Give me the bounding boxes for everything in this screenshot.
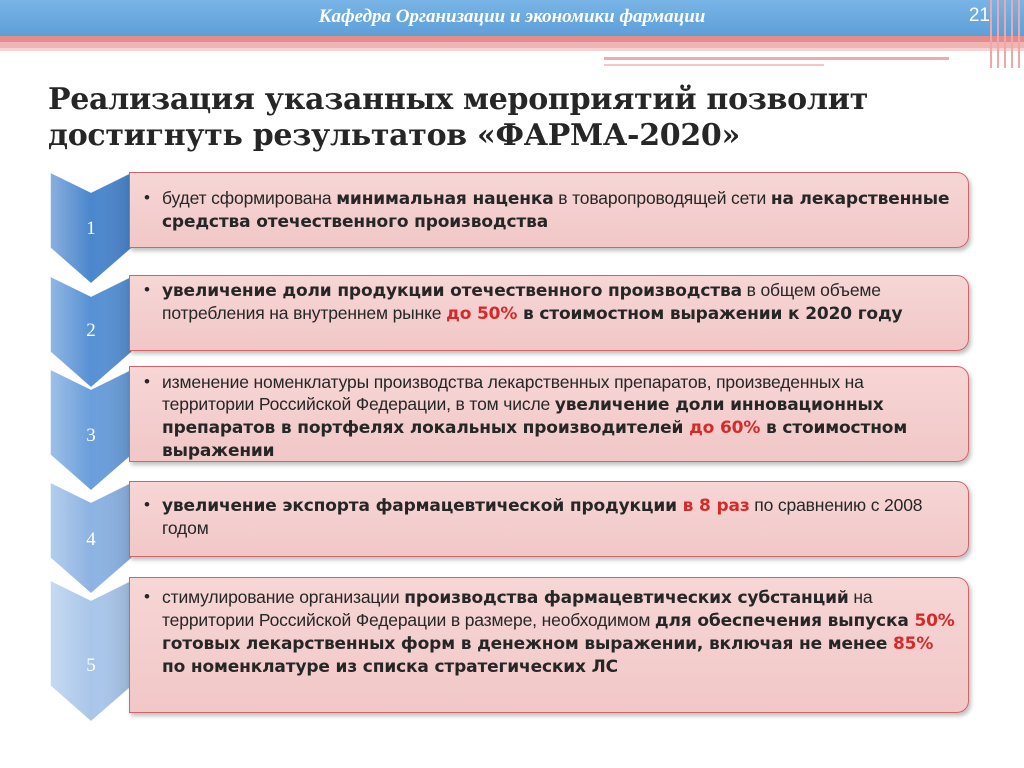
step-box-1 <box>129 172 969 248</box>
emphasis-segment: увеличение экспорта фармацевтической продукции <box>162 496 683 516</box>
step-text <box>144 494 960 539</box>
step-box-2 <box>129 275 969 351</box>
emphasis-segment: минимальная наценка <box>336 189 554 209</box>
step-number: 5 <box>86 655 96 676</box>
header-vertical-line <box>997 0 999 68</box>
bullet-icon: • <box>144 188 150 207</box>
text-segment: изменение номенклатуры производства лекарственных препаратов, произведенных на территории Российской Федерации, в том числе <box>162 372 864 414</box>
bullet-icon: • <box>144 280 150 299</box>
emphasis-segment: в стоимостном выражении <box>162 418 908 461</box>
highlight-value: до 60% <box>689 418 761 438</box>
header-stripe <box>0 48 1024 51</box>
bullet-icon: • <box>144 495 150 514</box>
header-vertical-line <box>1018 0 1020 68</box>
chevron-shape <box>48 578 136 724</box>
emphasis-segment: в стоимостном выражении к 2020 году <box>517 304 903 324</box>
step-number: 3 <box>86 425 96 446</box>
header-stripe <box>604 64 824 66</box>
emphasis-segment: увеличение доли инновационных препаратов в портфелях локальных производителей <box>162 395 884 438</box>
emphasis-segment: для обеспечения выпуска <box>654 611 915 631</box>
step-number: 4 <box>86 529 96 550</box>
step-number: 2 <box>86 320 96 341</box>
step-text <box>144 586 960 678</box>
highlight-value: 85% <box>893 634 934 654</box>
step-box-5 <box>129 577 969 713</box>
step-chevron <box>48 170 136 286</box>
step-text <box>144 371 960 462</box>
step-number: 1 <box>86 218 96 239</box>
step-text <box>144 187 960 233</box>
emphasis-segment: на лекарственные средства отечественного производства <box>162 189 950 232</box>
header-vertical-line <box>1004 0 1006 68</box>
text-segment: стимулирование организации <box>162 587 405 607</box>
highlight-value: до 50% <box>446 304 518 324</box>
text-segment: на территории Российской Федерации в размере, необходимом <box>162 587 873 630</box>
highlight-value: 50% <box>914 611 955 631</box>
text-segment: в общем объеме потребления на внутреннем рынке <box>162 280 881 323</box>
emphasis-segment: производства фармацевтических субстанций <box>404 588 849 608</box>
emphasis-segment: увеличение доли продукции отечественного производства <box>162 281 742 301</box>
bullet-icon: • <box>144 587 150 606</box>
text-segment: будет сформирована <box>162 188 337 208</box>
emphasis-segment: по номенклатуре из списка стратегических ЛС <box>162 657 618 677</box>
text-segment: в товаропроводящей сети <box>553 188 771 208</box>
step-text <box>144 279 960 325</box>
slide-heading: Реализация указанных мероприятий позволит достигнуть результатов «ФАРМА-2020» <box>48 82 868 153</box>
highlight-value: в 8 раз <box>682 496 750 516</box>
emphasis-segment: готовых лекарственных форм в денежном выражении, включая не менее <box>162 634 893 654</box>
header-stripe <box>604 57 949 60</box>
bullet-icon: • <box>144 372 150 391</box>
slide-number: 21 <box>968 5 990 26</box>
header-vertical-line <box>1011 0 1013 68</box>
header-vertical-line <box>990 0 992 68</box>
text-segment: по сравнению с 2008 годом <box>162 495 923 538</box>
step-chevron <box>48 367 136 493</box>
department-title: Кафедра Организации и экономики фармации <box>318 6 706 27</box>
step-chevron <box>48 578 136 724</box>
step-box-4 <box>129 481 969 557</box>
step-box-3 <box>129 366 969 462</box>
